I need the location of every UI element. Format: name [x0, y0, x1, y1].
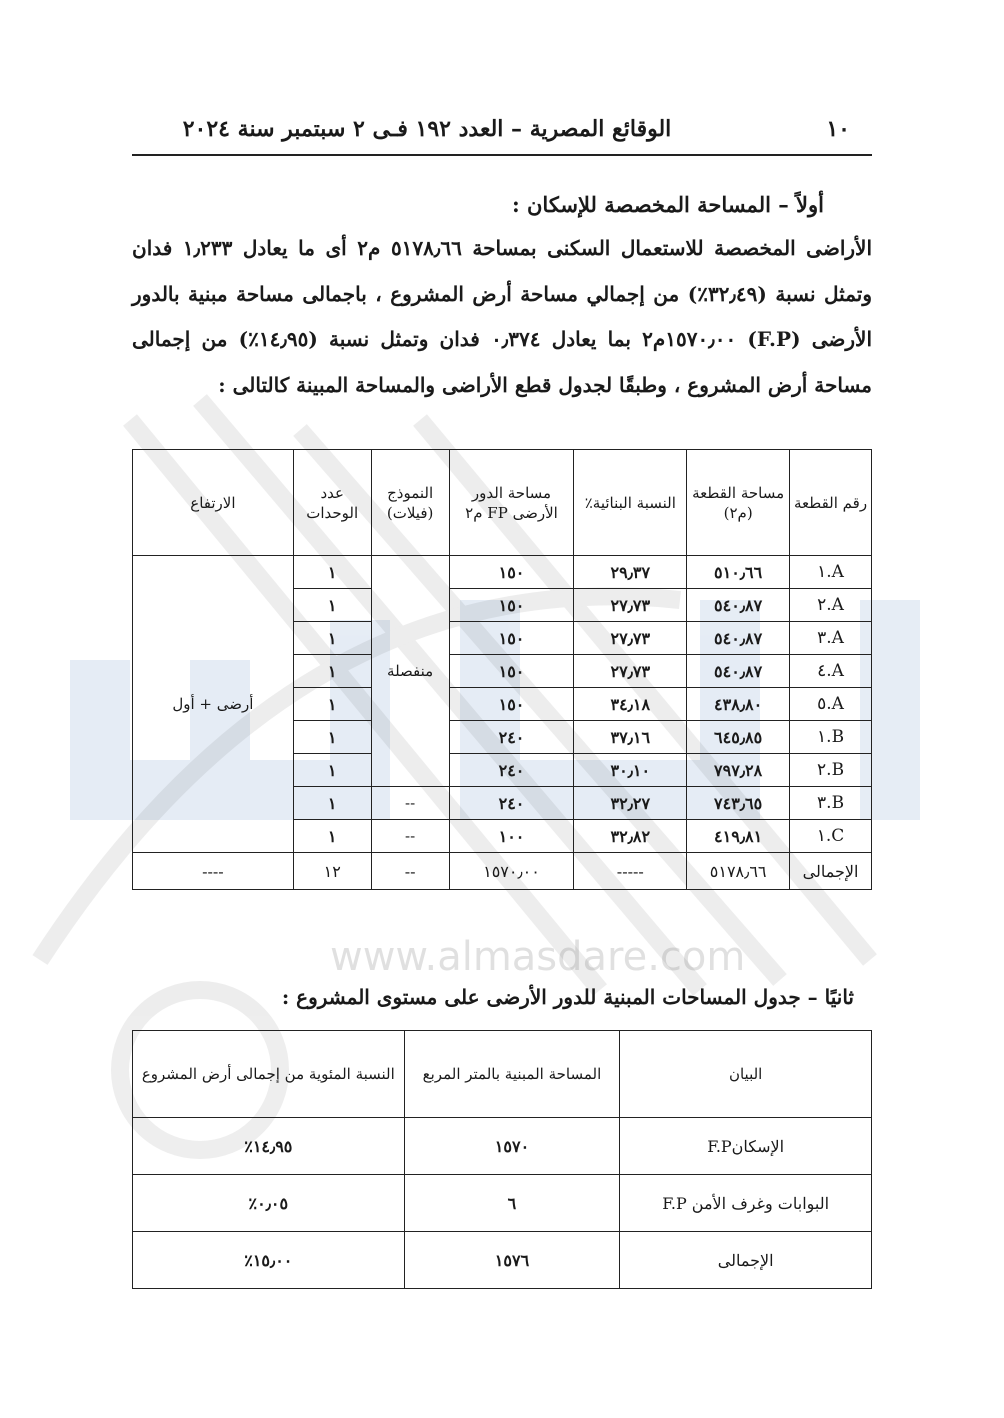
cell-label: البوابات وغرف الأمن F.P: [620, 1175, 872, 1232]
cell-area: ٥٤٠٫٨٧: [687, 589, 790, 622]
cell-total-units: ١٢: [293, 853, 371, 890]
cell-area: ٦٤٥٫٨٥: [687, 721, 790, 754]
cell-area: ٧٩٧٫٢٨: [687, 754, 790, 787]
cell-plot: A.٤: [790, 655, 872, 688]
header-percentage: النسبة المئوية من إجمالى أرض المشروع: [133, 1031, 405, 1118]
table-total-row: [133, 1232, 872, 1289]
header-built-area: المساحة المبنية بالمتر المربع: [404, 1031, 620, 1118]
cell-plot: B.١: [790, 721, 872, 754]
cell-ratio: ٣٢٫٢٧: [574, 787, 687, 820]
table-row: [133, 1118, 872, 1175]
table-row: [133, 1175, 872, 1232]
cell-label: الإجمالى: [620, 1232, 872, 1289]
cell-units: ١: [293, 688, 371, 721]
header-ground-floor-area: مساحة الدور الأرضى FP م٢: [449, 450, 574, 556]
cell-plot: A.٢: [790, 589, 872, 622]
cell-model: --: [371, 820, 449, 853]
cell-units: ١: [293, 754, 371, 787]
table-total-row: [133, 853, 872, 890]
cell-total-area: ٥١٧٨٫٦٦: [687, 853, 790, 890]
cell-fp: ٢٤٠: [449, 754, 574, 787]
cell-plot: B.٢: [790, 754, 872, 787]
cell-label: الإسكانF.P: [620, 1118, 872, 1175]
header-statement: البيان: [620, 1031, 872, 1118]
cell-fp: ٢٤٠: [449, 721, 574, 754]
section1-paragraph: الأراضى المخصصة للاستعمال السكنى بمساحة ٥١٧٨٫٦٦ م٢ أى ما يعادل ١٫٢٣٣ فدان وتمثل نسبة (٣٢٫٤٩٪) من إجمالي مساحة أرض المشروع ، باجمالى مساحة مبنية بالدور الأرضى (F.P) ١٥٧٠٫٠٠م٢ بما يعادل ٠٫٣٧٤ فدان وتمثل نسبة (١٤٫٩٥٪) من إجمالى مساحة أرض المشروع ، وطبقًا لجدول قطع الأراضى والمساحة المبينة كالتالى :: [132, 236, 873, 397]
cell-ratio: ٢٩٫٣٧: [574, 556, 687, 589]
cell-fp: ١٥٠: [449, 556, 574, 589]
cell-model-merged: منفصلة: [371, 556, 449, 787]
cell-units: ١: [293, 787, 371, 820]
cell-area: ٥١٠٫٦٦: [687, 556, 790, 589]
header-plot-area: مساحة القطعة (م٢): [687, 450, 790, 556]
cell-ratio: ٢٧٫٧٣: [574, 622, 687, 655]
cell-ratio: ٣٢٫٨٢: [574, 820, 687, 853]
table-row: [133, 556, 872, 589]
cell-percentage: ١٤٫٩٥٪: [133, 1118, 405, 1175]
page-number: ١٠: [826, 116, 850, 142]
cell-height-merged: أرضى + أول: [133, 556, 294, 853]
page-header: [132, 112, 872, 156]
header-plot-number: رقم القطعة: [790, 450, 872, 556]
cell-area: ٧٤٣٫٦٥: [687, 787, 790, 820]
header-building-ratio: النسبة البنائية٪: [574, 450, 687, 556]
cell-area: ٦: [404, 1175, 620, 1232]
cell-plot: A.٥: [790, 688, 872, 721]
cell-plot: C.١: [790, 820, 872, 853]
section1-heading: أولاً – المساحة المخصصة للإسكان :: [511, 192, 824, 217]
cell-area: ٤٣٨٫٨٠: [687, 688, 790, 721]
cell-plot: A.١: [790, 556, 872, 589]
cell-ratio: ٣٤٫١٨: [574, 688, 687, 721]
cell-total-fp: ١٥٧٠٫٠٠: [449, 853, 574, 890]
cell-fp: ١٥٠: [449, 655, 574, 688]
table-header-row: [133, 450, 872, 556]
cell-total-model: --: [371, 853, 449, 890]
cell-percentage: ٠٫٠٥٪: [133, 1175, 405, 1232]
section2-heading: ثانيًا – جدول المساحات المبنية للدور الأرضى على مستوى المشروع :: [281, 985, 854, 1009]
cell-units: ١: [293, 556, 371, 589]
cell-total-ratio: -----: [574, 853, 687, 890]
plots-table: [132, 449, 872, 890]
cell-fp: ١٥٠: [449, 589, 574, 622]
cell-units: ١: [293, 589, 371, 622]
cell-plot: B.٣: [790, 787, 872, 820]
cell-units: ١: [293, 655, 371, 688]
cell-fp: ٢٤٠: [449, 787, 574, 820]
built-areas-table: [132, 1030, 872, 1289]
cell-units: ١: [293, 622, 371, 655]
cell-units: ١: [293, 820, 371, 853]
cell-percentage: ١٥٫٠٠٪: [133, 1232, 405, 1289]
cell-ratio: ٢٧٫٧٣: [574, 589, 687, 622]
cell-total-height: ----: [133, 853, 294, 890]
watermark-text: www.almasdare.com: [330, 934, 746, 980]
header-height: الارتفاع: [133, 450, 294, 556]
cell-area: ١٥٧٦: [404, 1232, 620, 1289]
gazette-title: الوقائع المصرية – العدد ١٩٢ فـى ٢ سبتمبر سنة ٢٠٢٤: [182, 116, 672, 142]
header-units: عدد الوحدات: [293, 450, 371, 556]
cell-ratio: ٢٧٫٧٣: [574, 655, 687, 688]
cell-model: --: [371, 787, 449, 820]
cell-ratio: ٣٠٫١٠: [574, 754, 687, 787]
table-header-row: [133, 1031, 872, 1118]
cell-area: ١٥٧٠: [404, 1118, 620, 1175]
cell-plot: A.٣: [790, 622, 872, 655]
cell-total-label: الإجمالى: [790, 853, 872, 890]
header-model: النموذج (فيلات): [371, 450, 449, 556]
cell-fp: ١٥٠: [449, 688, 574, 721]
cell-area: ٤١٩٫٨١: [687, 820, 790, 853]
cell-area: ٥٤٠٫٨٧: [687, 622, 790, 655]
cell-units: ١: [293, 721, 371, 754]
cell-fp: ١٥٠: [449, 622, 574, 655]
cell-fp: ١٠٠: [449, 820, 574, 853]
cell-area: ٥٤٠٫٨٧: [687, 655, 790, 688]
cell-ratio: ٣٧٫١٦: [574, 721, 687, 754]
